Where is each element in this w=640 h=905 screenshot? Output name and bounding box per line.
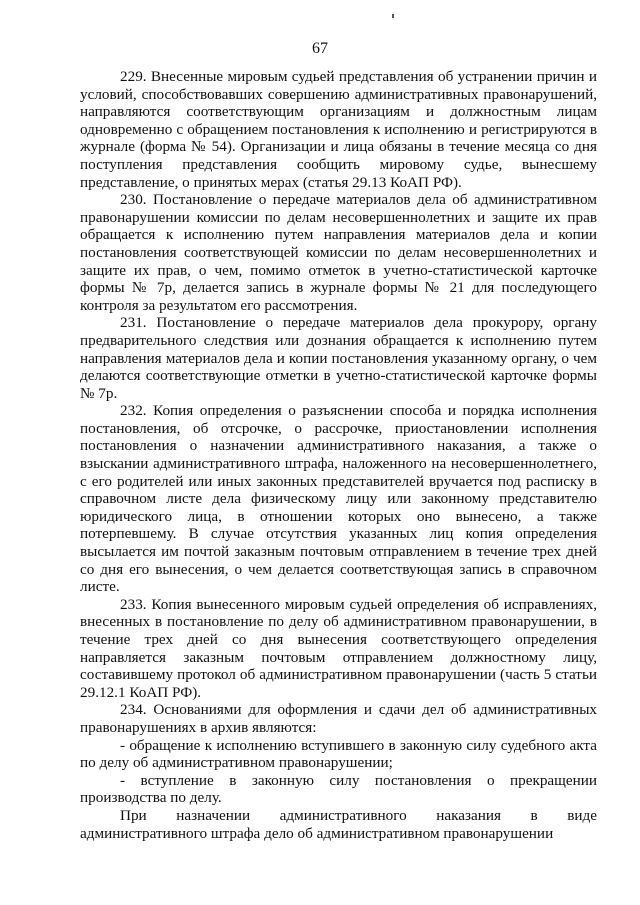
paragraph-233: 233. Копия вынесенного мировым судьей определения об исправлениях, внесенных в постановление по делу об административном правонарушении, в течение трех дней со дня вынесения соответствующего определения направляется заказным почтовым отправлением должностному лицу, составившему протокол об административном правонарушении (часть 5 статьи 29.12.1 КоАП РФ). bbox=[80, 595, 597, 701]
paragraph-230: 230. Постановление о передаче материалов дела об административном правонарушении комиссии по делам несовершеннолетних и защите их прав обращается к исполнению путем направления материалов дела и копии постановления соответствующей комиссии по делам несовершеннолетних и защите их прав, о чем, помимо отметок в учетно-статистической карточке формы № 7р, делается запись в журнале формы № 21 для последующего контроля за результатом его рассмотрения. bbox=[80, 191, 597, 314]
page-number: 67 bbox=[312, 40, 328, 57]
paragraph-fine: При назначении административного наказания в виде административного штрафа дело об административном правонарушении bbox=[80, 806, 597, 842]
paragraph-229: 229. Внесенные мировым судьей представления об устранении причин и условий, способствовавших совершению административных правонарушений, направляются соответствующим организациям и должностным лицам одновременно с обращением постановления к исполнению и регистрируются в журнале (форма № 54). Организации и лица обязаны в течение месяца со дня поступления представления сообщить мировому судье, вынесшему представление, о принятых мерах (статья 29.13 КоАП РФ). bbox=[80, 68, 597, 191]
list-item-termination: - вступление в законную силу постановления о прекращении производства по делу. bbox=[80, 771, 597, 807]
document-body bbox=[80, 68, 597, 842]
paragraph-232: 232. Копия определения о разъяснении способа и порядка исполнения постановления, об отсрочке, о рассрочке, приостановлении исполнения постановления о назначении административного наказания, а также о взыскании административного штрафа, наложенного на несовершеннолетнего, с его родителей или иных законных представителей вручается под расписку в справочном листе дела физическому лицу или законному представителю юридического лица, в отношении которых оно вынесено, а также потерпевшему. В случае отсутствия указанных лиц копия определения высылается им почтой заказным почтовым отправлением в течение трех дней со дня его вынесения, о чем делается соответствующая запись в справочном листе. bbox=[80, 402, 597, 596]
paragraph-231: 231. Постановление о передаче материалов дела прокурору, органу предварительного следствия или дознания обращается к исполнению путем направления материалов дела и копии постановления указанному органу, о чем делаются соответствующие отметки в учетно-статистической карточке формы № 7р. bbox=[80, 314, 597, 402]
list-item-enforcement: - обращение к исполнению вступившего в законную силу судебного акта по делу об административном правонарушении; bbox=[80, 736, 597, 772]
paragraph-234: 234. Основаниями для оформления и сдачи дел об административных правонарушениях в архив являются: bbox=[80, 701, 597, 736]
scan-mark bbox=[392, 14, 394, 18]
